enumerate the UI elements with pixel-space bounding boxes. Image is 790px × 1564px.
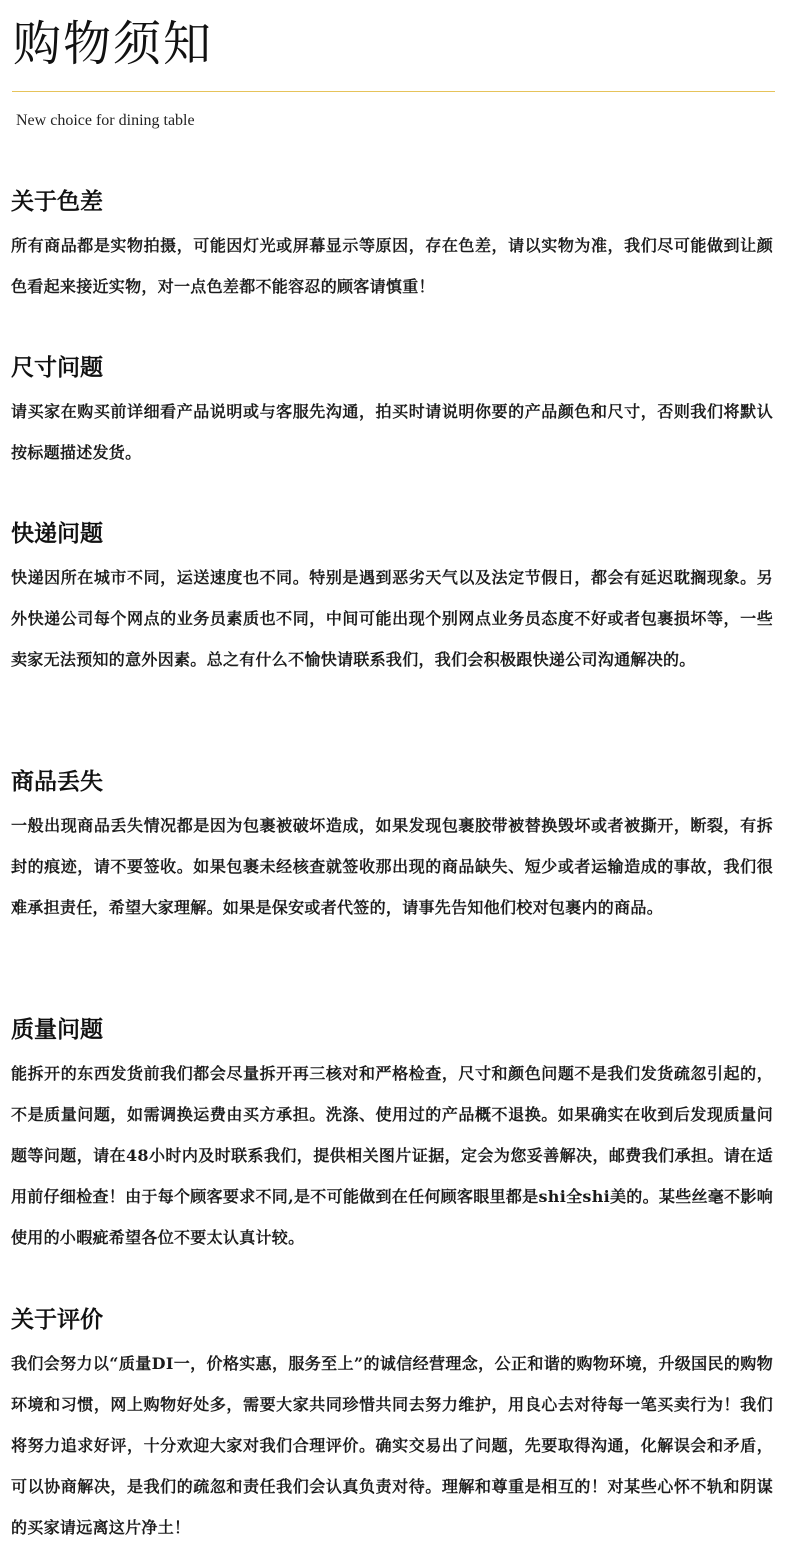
page-subtitle: New choice for dining table bbox=[16, 112, 195, 129]
section-heading: 快递问题 bbox=[11, 520, 103, 547]
page-title: 购物须知 bbox=[13, 16, 214, 72]
section-delivery-issues bbox=[11, 518, 773, 680]
section-color-difference bbox=[11, 186, 773, 307]
section-lost-items bbox=[11, 766, 773, 928]
section-heading: 关于色差 bbox=[11, 188, 103, 215]
section-reviews bbox=[11, 1304, 773, 1548]
section-body: 能拆开的东西发货前我们都会尽量拆开再三核对和严格检查，尺寸和颜色问题不是我们发货疏忽引起的，不是质量问题，如需调换运费由买方承担。洗涤、使用过的产品概不退换。如果确实在收到后发现质量问题等问题，请在48小时内及时联系我们，提供相关图片证据，定会为您妥善解决，邮费我们承担。请在适用前仔细检查！由于每个顾客要求不同,是不可能做到在任何顾客眼里都是shi全shi美的。某些丝毫不影响使用的小暇疵希望各位不要太认真计较。 bbox=[11, 1064, 774, 1247]
section-body: 我们会努力以“质量DI一，价格实惠，服务至上”的诚信经营理念，公正和谐的购物环境，升级国民的购物环境和习惯，网上购物好处多，需要大家共同珍惜共同去努力维护，用良心去对待每一笔买卖行为！我们将努力追求好评，十分欢迎大家对我们合理评价。确实交易出了问题，先要取得沟通，化解误会和矛盾，可以协商解决，是我们的疏忽和责任我们会认真负责对待。理解和尊重是相互的！对某些心怀不轨和阴谋的买家请远离这片净土！ bbox=[11, 1354, 773, 1537]
section-body: 请买家在购买前详细看产品说明或与客服先沟通，拍买时请说明你要的产品颜色和尺寸，否则我们将默认按标题描述发货。 bbox=[11, 402, 773, 462]
section-quality-issues bbox=[11, 1014, 773, 1258]
section-heading: 质量问题 bbox=[11, 1016, 103, 1043]
title-divider bbox=[12, 91, 775, 92]
section-heading: 关于评价 bbox=[11, 1306, 103, 1333]
section-heading: 尺寸问题 bbox=[11, 354, 103, 381]
section-body: 快递因所在城市不同，运送速度也不同。特别是遇到恶劣天气以及法定节假日，都会有延迟耽搁现象。另外快递公司每个网点的业务员素质也不同，中间可能出现个别网点业务员态度不好或者包裹损坏等，一些卖家无法预知的意外因素。总之有什么不愉快请联系我们，我们会积极跟快递公司沟通解决的。 bbox=[11, 568, 773, 669]
section-body: 一般出现商品丢失情况都是因为包裹被破坏造成，如果发现包裹胶带被替换毁坏或者被撕开，断裂，有拆封的痕迹，请不要签收。如果包裹未经核查就签收那出现的商品缺失、短少或者运输造成的事故，我们很难承担责任，希望大家理解。如果是保安或者代签的，请事先告知他们校对包裹内的商品。 bbox=[11, 816, 773, 917]
section-body: 所有商品都是实物拍摄，可能因灯光或屏幕显示等原因，存在色差，请以实物为准，我们尽可能做到让颜色看起来接近实物，对一点色差都不能容忍的顾客请慎重！ bbox=[11, 236, 773, 296]
section-heading: 商品丢失 bbox=[11, 768, 103, 795]
section-size-issues bbox=[11, 352, 773, 473]
